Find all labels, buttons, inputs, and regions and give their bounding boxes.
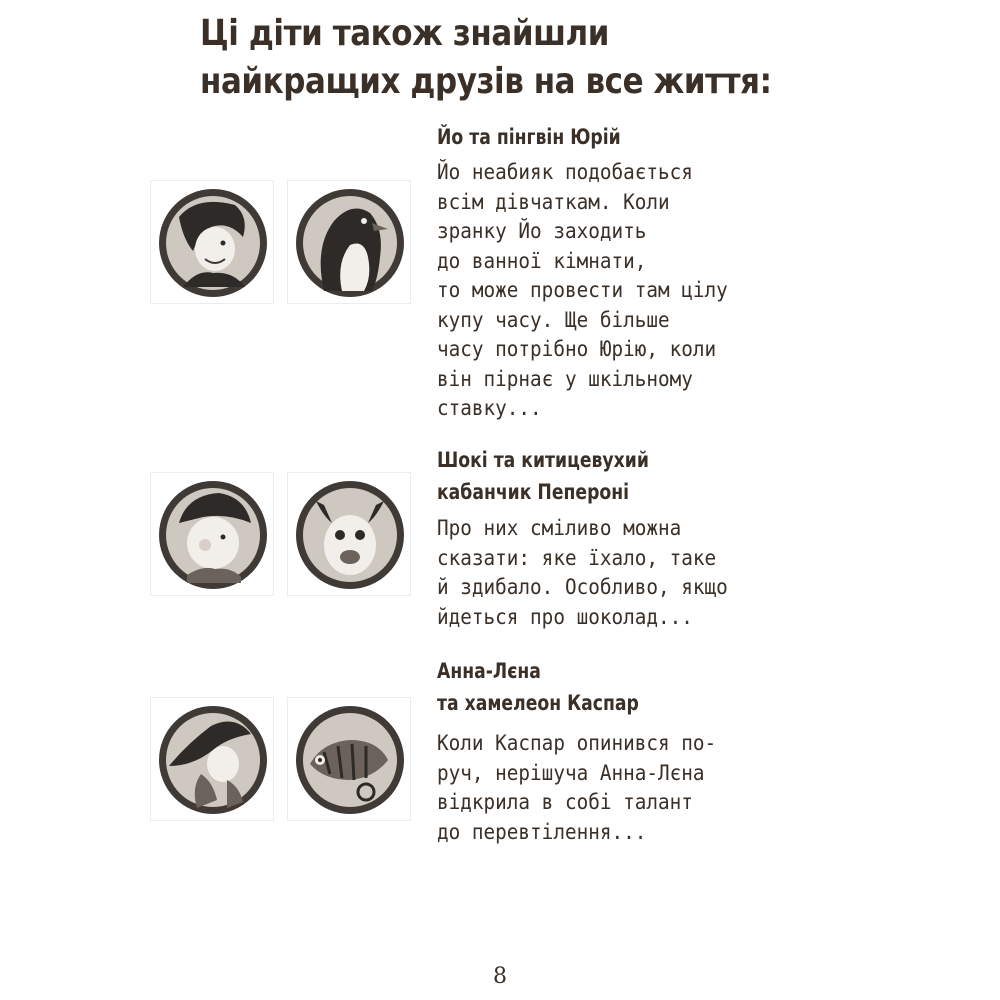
text-line: сказати: яке їхало, таке (437, 545, 717, 570)
page-title-line-1: Ці діти також знайшли (200, 13, 610, 54)
entry-title-line: Шокі та китицевухий (437, 448, 649, 472)
boy-cap-portrait-icon (157, 479, 269, 591)
entry-title-line: Йо та пінгвін Юрій (437, 125, 621, 149)
entry-text (437, 514, 728, 632)
text-line: до перевтілення... (437, 819, 647, 844)
boar-portrait-icon (294, 479, 406, 591)
text-line: Про них сміливо можна (437, 516, 682, 540)
penguin-portrait-icon (294, 187, 406, 299)
entry-text (437, 729, 716, 847)
entry-title-line: кабанчик Пепероні (437, 480, 630, 504)
text-line: то може провести там цілу (437, 278, 728, 302)
text-line: руч, нерішуча Анна-Лєна (437, 760, 705, 785)
portrait-yo (150, 180, 274, 304)
page-title (200, 10, 772, 106)
chameleon-portrait-icon (294, 704, 406, 816)
portrait-anna-lena (150, 697, 274, 821)
page-number: 8 (493, 964, 507, 989)
text-line: всім дівчаткам. Коли (437, 189, 670, 214)
boy-portrait-icon (157, 187, 269, 299)
text-line: Йо неабияк подобається (437, 160, 693, 184)
text-line: купу часу. Ще більше (437, 307, 670, 332)
portrait-peperoni (287, 472, 411, 596)
entry-title-line: та хамелеон Каспар (437, 691, 639, 715)
entry-title-line: Анна-Лєна (437, 659, 541, 683)
entry-title (437, 655, 639, 719)
entry-text (437, 158, 728, 424)
text-line: до ванної кімнати, (437, 248, 647, 273)
text-line: й здибало. Особливо, якщо (437, 575, 728, 599)
portrait-yuriy (287, 180, 411, 304)
girl-hat-portrait-icon (157, 704, 269, 816)
text-line: Коли Каспар опинився по- (437, 731, 717, 755)
text-line: йдеться про шоколад... (437, 604, 693, 629)
text-line: часу потрібно Юрію, коли (437, 337, 717, 361)
text-line: ставку... (437, 396, 542, 420)
portrait-kaspar (287, 697, 411, 821)
text-line: відкрила в собі талант (437, 790, 693, 814)
entry-title (437, 444, 649, 508)
portrait-shoki (150, 472, 274, 596)
text-line: він пірнає у шкільному (437, 366, 693, 391)
text-line: зранку Йо заходить (437, 219, 647, 243)
entry-title (437, 121, 621, 153)
page-title-line-2: найкращих друзів на все життя: (200, 61, 772, 102)
